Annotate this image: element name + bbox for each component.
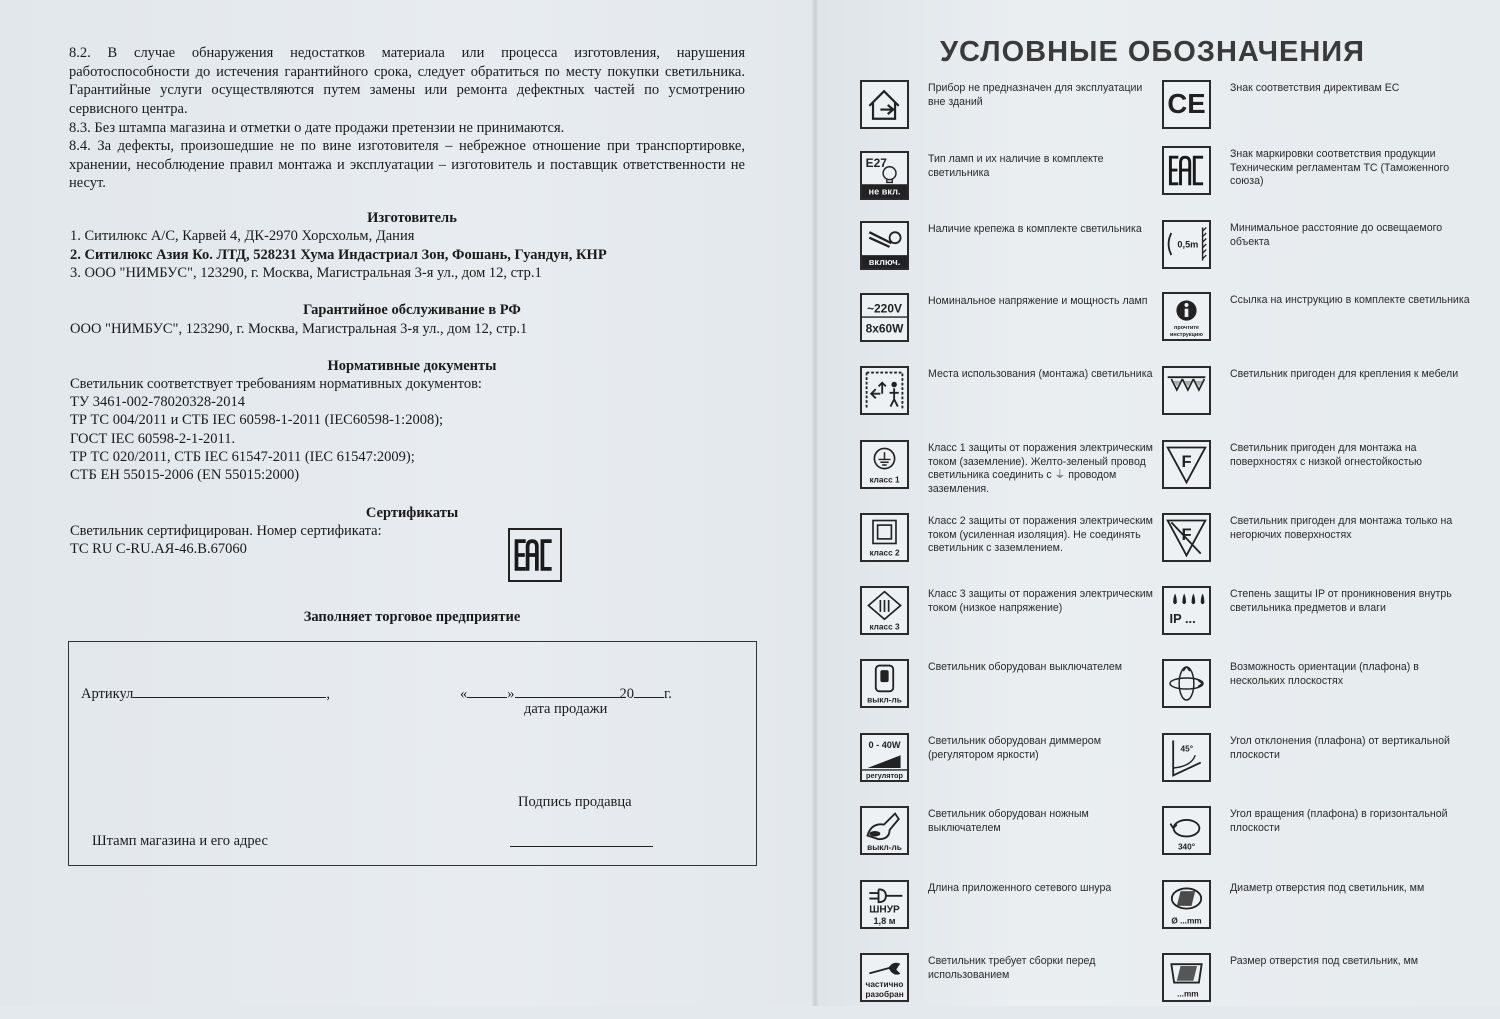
non-flammable-icon-art — [1164, 515, 1209, 560]
ce-mark-icon — [1162, 80, 1211, 129]
cord-length-icon — [860, 880, 909, 929]
seller-signature-label: Подпись продавца — [518, 794, 632, 810]
fasteners-icon-art — [862, 223, 907, 268]
ip-rating-icon-label: IP ... — [1169, 610, 1196, 626]
service-heading: Гарантийное обслуживание в РФ — [303, 302, 521, 318]
lamp-type-icon-label: не вкл. — [868, 186, 901, 197]
switch-icon — [860, 659, 909, 708]
voltage-icon-label: 8x60W — [865, 321, 904, 336]
symbol-description: Длина приложенного сетевого шнура — [928, 882, 1112, 894]
hole-size-icon-art — [1164, 955, 1209, 1000]
article-comma: , — [326, 686, 330, 702]
symbol-entry — [860, 366, 1160, 432]
voltage-icon-art — [862, 295, 907, 340]
assembly-icon-art — [862, 955, 907, 1000]
sale-date-caption: дата продажи — [524, 701, 608, 717]
symbol-description: Светильник оборудован ножным выключателем — [928, 808, 1089, 834]
voltage-icon-label: ~220V — [867, 301, 902, 316]
manufacturer-heading: Изготовитель — [367, 210, 457, 226]
min-distance-icon-art — [1164, 222, 1209, 267]
low-flammable-icon-label: F — [1181, 451, 1192, 471]
signature-blank[interactable] — [510, 832, 653, 847]
instruction-icon — [1162, 292, 1211, 341]
symbol-entry — [1162, 292, 1492, 358]
orientation-icon-art — [1164, 661, 1209, 706]
dimmer-icon-art — [862, 735, 907, 780]
assembly-icon — [860, 953, 909, 1002]
symbol-entry — [860, 440, 1160, 506]
symbol-description: Места использования (монтажа) светильника — [928, 368, 1153, 380]
tilt-angle-icon-label: 45° — [1180, 744, 1194, 754]
eac-mark-icon — [1162, 146, 1211, 205]
symbol-description: Светильник оборудован диммером (регулятором яркости) — [928, 735, 1101, 761]
eac-logo — [510, 530, 560, 580]
eac-mark-icon — [508, 528, 562, 582]
symbol-description: Светильник пригоден для монтажа только на негорючих поверхностях — [1230, 515, 1453, 541]
non-flammable-icon — [1162, 513, 1211, 562]
warranty-clause-8-4: 8.4. За дефекты, произошедшие не по вине изготовителя – небрежное отношение при транспортировке, хранении, несоблюдение правил монтажа и эксплуатации – изготовитель и поставщик ответственности не несут. — [69, 138, 745, 191]
symbol-entry — [1162, 80, 1492, 146]
symbol-description: Возможность ориентации (плафона) в нескольких плоскостях — [1230, 661, 1419, 687]
hole-size-icon — [1162, 953, 1211, 1002]
furniture-icon-art — [1164, 368, 1209, 413]
article-blank[interactable] — [133, 683, 326, 698]
certificates-heading: Сертификаты — [365, 505, 459, 521]
symbol-description: Степень защиты IP от проникновения внутрь светильника предметов и влаги — [1230, 588, 1452, 614]
mounting-place-icon-art — [862, 368, 907, 413]
symbol-description: Светильник оборудован выключателем — [928, 661, 1123, 673]
service-address: ООО "НИМБУС", 123290, г. Москва, Магистральная 3-я ул., дом 12, стр.1 — [70, 321, 528, 337]
symbol-entry — [1162, 440, 1492, 506]
instruction-icon-label: прочтите — [1174, 324, 1199, 331]
norms-heading: Нормативные документы — [327, 358, 497, 374]
norms-line: ТР ТС 020/2011, СТБ IEC 61547-2011 (IEC 61547:2009); — [70, 449, 415, 465]
assembly-icon-label: разобран — [865, 990, 904, 1000]
class3-icon-label: класс 3 — [869, 622, 900, 632]
symbol-description: Диаметр отверстия под светильник, мм — [1230, 882, 1425, 894]
year-prefix: 20 — [619, 686, 634, 702]
symbol-description: Угол отклонения (плафона) от вертикальной плоскости — [1230, 735, 1450, 761]
symbol-entry — [1162, 659, 1492, 725]
eac-mark-icon-label: EAC — [1185, 203, 1188, 205]
symbol-entry — [1162, 586, 1492, 652]
symbol-description: Класс 3 защиты от поражения электрическим током (низкое напряжение) — [928, 588, 1153, 614]
low-flammable-icon — [1162, 440, 1211, 489]
furniture-icon — [1162, 366, 1211, 415]
symbol-description: Наличие крепежа в комплекте светильника — [928, 223, 1142, 235]
voltage-icon — [860, 293, 909, 342]
switch-icon-label: выкл-ль — [867, 695, 902, 705]
certificate-statement: Светильник сертифицирован. Номер сертификата: — [70, 523, 382, 539]
symbol-entry — [1162, 146, 1492, 212]
sale-stamp-form — [68, 641, 757, 866]
manufacturer-line: 3. ООО "НИМБУС", 123290, г. Москва, Магистральная 3-я ул., дом 12, стр.1 — [70, 265, 542, 281]
eac-mark-icon-art — [1164, 148, 1209, 205]
ip-rating-icon-art — [1164, 588, 1209, 633]
date-quote-open: « — [460, 686, 468, 702]
warranty-clause-8-2: 8.2. В случае обнаружения недостатков материала или процесса изготовления, нарушения работоспособности до истечения гарантийного срока, следует обратиться по месту покупки светильника. Гарантийные услуги осуществляются путем замены или ремонта дефектных частей по усмотрению сервисного центра. — [69, 45, 745, 117]
symbol-entry — [1162, 733, 1492, 799]
symbols-title: УСЛОВНЫЕ ОБОЗНАЧЕНИЯ — [940, 36, 1365, 68]
rotation-angle-icon-art — [1164, 808, 1209, 853]
mounting-place-icon — [860, 366, 909, 415]
orientation-icon — [1162, 659, 1211, 708]
symbol-entry — [1162, 806, 1492, 872]
symbol-entry — [860, 221, 1160, 287]
symbol-description: Светильник пригоден для монтажа на поверхностях с низкой огнестойкостью — [1230, 442, 1422, 468]
warranty-clause-8-3: 8.3. Без штампа магазина и отметки о дате продажи претензии не принимаются. — [69, 120, 565, 136]
form-heading: Заполняет торговое предприятие — [303, 609, 521, 625]
class2-icon-label: класс 2 — [869, 548, 900, 558]
article-label: Артикул — [81, 686, 134, 702]
symbol-entry — [1162, 953, 1492, 1019]
symbol-entry — [860, 953, 1160, 1019]
lamp-type-icon-art — [862, 153, 907, 198]
class1-icon-label: класс 1 — [869, 475, 900, 485]
cord-length-icon-label: 1,8 м — [873, 916, 896, 927]
symbol-entry — [1162, 366, 1492, 432]
cord-length-icon-art — [862, 882, 907, 927]
norms-line: Светильник соответствует требованиям нормативных документов: — [70, 376, 482, 392]
switch-icon-art — [862, 661, 907, 706]
instruction-icon-art — [1164, 294, 1209, 339]
foot-switch-icon-art — [862, 808, 907, 853]
symbol-description: Размер отверстия под светильник, мм — [1230, 955, 1419, 967]
class3-icon — [860, 586, 909, 635]
date-quote-close: » — [507, 686, 515, 702]
assembly-icon-label: частично — [865, 980, 904, 990]
foot-switch-icon — [860, 806, 909, 855]
symbol-entry — [860, 151, 1160, 217]
norms-line: ТУ 3461-002-78020328-2014 — [70, 394, 245, 410]
symbol-description: Знак маркировки соответствия продукции Техническим регламентам ТС (Таможенного союза) — [1230, 148, 1450, 188]
tilt-angle-icon — [1162, 733, 1211, 782]
symbol-entry — [860, 806, 1160, 872]
month-blank[interactable] — [515, 683, 620, 698]
symbol-entry — [1162, 220, 1492, 286]
fasteners-icon-label: включ. — [868, 257, 901, 268]
hole-diameter-icon-label: Ø ...mm — [1171, 916, 1202, 926]
class2-icon-art — [862, 515, 907, 560]
symbol-description: Угол вращения (плафона) в горизонтальной плоскости — [1230, 808, 1448, 834]
day-blank[interactable] — [467, 683, 507, 698]
instruction-icon-label: инструкцию — [1169, 332, 1204, 339]
dimmer-icon-label: 0 - 40W — [868, 739, 901, 750]
symbol-description: Прибор не предназначен для эксплуатации вне зданий — [928, 82, 1143, 108]
lamp-type-icon — [860, 151, 909, 200]
rotation-angle-icon — [1162, 806, 1211, 855]
certificate-number: ТС RU C-RU.АЯ-46.В.67060 — [70, 541, 247, 557]
symbol-entry — [860, 733, 1160, 799]
dimmer-icon — [860, 733, 909, 782]
rotation-angle-icon-label: 340° — [1177, 842, 1196, 852]
foot-switch-icon-label: выкл-ль — [867, 843, 902, 853]
symbol-entry — [1162, 880, 1492, 946]
symbol-description: Светильник пригоден для крепления к мебели — [1230, 368, 1459, 380]
symbol-entry — [1162, 513, 1492, 579]
class2-icon — [860, 513, 909, 562]
class3-icon-art — [862, 588, 907, 633]
symbol-entry — [860, 293, 1160, 359]
symbol-description: Тип ламп и их наличие в комплекте светильника — [928, 153, 1104, 179]
symbol-description: Светильник требует сборки перед использованием — [928, 955, 1096, 981]
page-fold — [812, 0, 818, 1006]
cord-length-icon-label: ШНУР — [869, 904, 900, 916]
ce-mark-icon-label: CE — [1167, 88, 1206, 120]
norms-line: СТБ ЕН 55015-2006 (EN 55015:2000) — [70, 467, 300, 483]
article-field[interactable] — [81, 683, 330, 703]
fasteners-icon — [860, 221, 909, 270]
dimmer-icon-label: регулятор — [866, 771, 903, 781]
symbol-description: Ссылка на инструкцию в комплекте светильника — [1230, 294, 1470, 306]
norms-line: ТР ТС 004/2011 и СТБ IEC 60598-1-2011 (IEC60598-1:2008); — [70, 412, 444, 428]
ce-mark-icon-art — [1164, 82, 1209, 127]
min-distance-icon — [1162, 220, 1211, 269]
manufacturer-line: 2. Ситилюкс Азия Ко. ЛТД, 528231 Хума Индастриал Зон, Фошань, Гуандун, КНР — [70, 247, 607, 263]
low-flammable-icon-art — [1164, 442, 1209, 487]
symbol-description: Знак соответствия директивам ЕС — [1230, 82, 1400, 94]
indoor-only-icon — [860, 80, 909, 129]
lamp-type-icon-label: E27 — [865, 155, 887, 170]
class1-icon — [860, 440, 909, 489]
hole-size-icon-label: ...mm — [1177, 989, 1199, 999]
indoor-only-icon-art — [862, 82, 907, 127]
symbol-description: Номинальное напряжение и мощность ламп — [928, 295, 1148, 307]
symbol-entry — [860, 586, 1160, 652]
ip-rating-icon — [1162, 586, 1211, 635]
tilt-angle-icon-art — [1164, 735, 1209, 780]
year-blank[interactable] — [634, 683, 664, 698]
year-suffix: г. — [664, 686, 672, 702]
norms-line: ГОСТ IEC 60598-2-1-2011. — [70, 431, 236, 447]
symbol-description: Класс 2 защиты от поражения электрическим током (усиленная изоляция). Не соединять светильник с заземлением. — [928, 515, 1153, 555]
non-flammable-icon-label: F — [1181, 524, 1192, 544]
manufacturer-line: 1. Ситилюкс А/С, Карвей 4, ДК-2970 Хорсхольм, Дания — [70, 228, 415, 244]
class1-icon-art — [862, 442, 907, 487]
symbol-entry — [860, 880, 1160, 946]
sale-date-field[interactable] — [460, 683, 672, 703]
min-distance-icon-label: 0,5m — [1177, 239, 1199, 250]
hole-diameter-icon — [1162, 880, 1211, 929]
symbol-entry — [860, 80, 1160, 146]
store-stamp-label: Штамп магазина и его адрес — [92, 833, 268, 849]
symbol-description: Класс 1 защиты от поражения электрическим током (заземление). Желто-зеленый провод светильника соединить с ⏚ проводом заземления. — [928, 442, 1153, 495]
symbol-entry — [860, 513, 1160, 579]
hole-diameter-icon-art — [1164, 882, 1209, 927]
symbol-entry — [860, 659, 1160, 725]
symbol-description: Минимальное расстояние до освещаемого объекта — [1230, 222, 1443, 248]
